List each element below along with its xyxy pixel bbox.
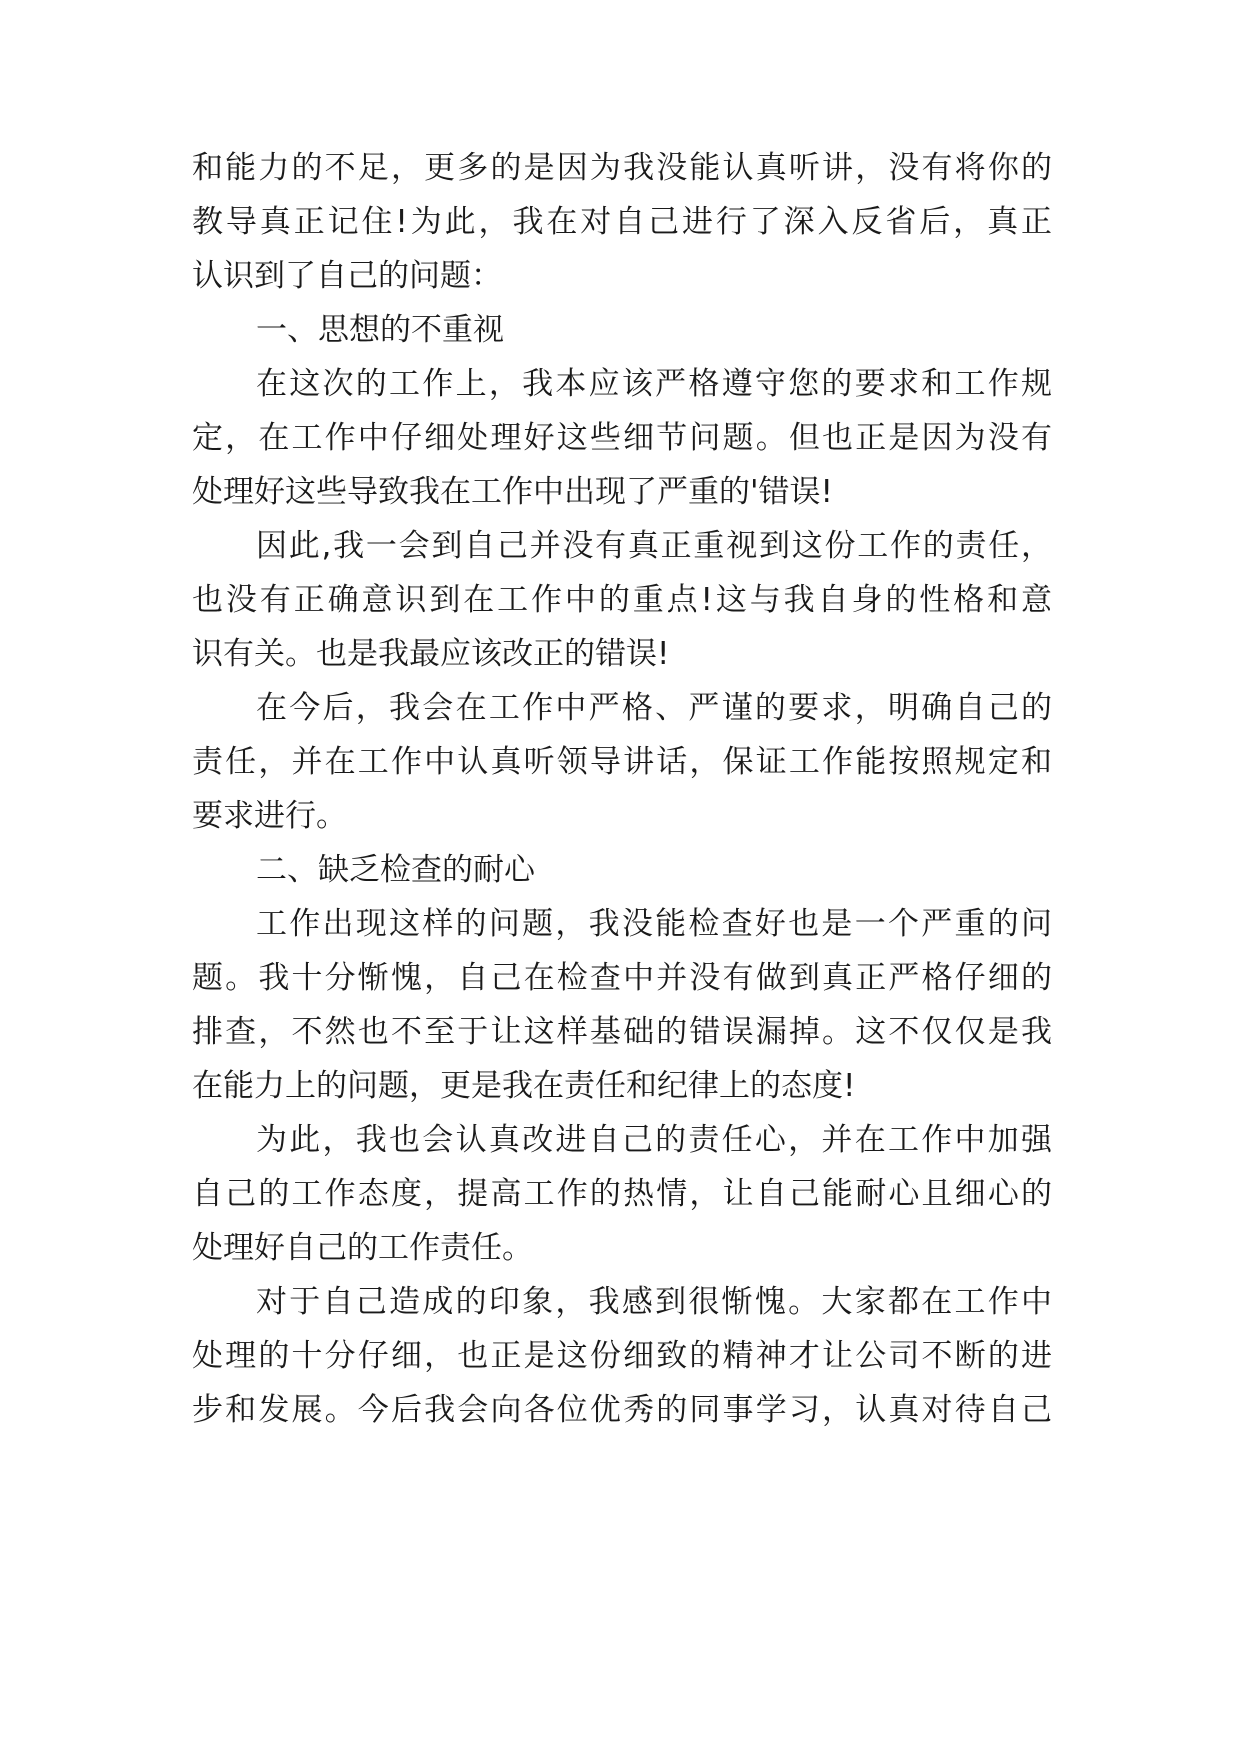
paragraph-line: 认识到了自己的问题： <box>192 258 502 294</box>
section-heading: 二、缺乏检查的耐心 <box>256 852 535 888</box>
paragraph-line: 步和发展。今后我会向各位优秀的同事学习，认真对待自己 <box>192 1392 1052 1428</box>
paragraph-line: 自己的工作态度，提高工作的热情，让自己能耐心且细心的 <box>192 1176 1052 1212</box>
section-heading: 一、思想的不重视 <box>256 312 504 348</box>
paragraph-line: 识有关。也是我最应该改正的错误! <box>192 636 670 672</box>
paragraph-line: 和能力的不足，更多的是因为我没能认真听讲，没有将你的 <box>192 150 1052 186</box>
paragraph-line: 处理的十分仔细，也正是这份细致的精神才让公司不断的进 <box>192 1338 1052 1374</box>
paragraph-line: 处理好自己的工作责任。 <box>192 1230 533 1266</box>
paragraph-line: 因此,我一会到自己并没有真正重视到这份工作的责任， <box>256 528 1052 564</box>
paragraph-line: 定，在工作中仔细处理好这些细节问题。但也正是因为没有 <box>192 420 1052 456</box>
paragraph-line: 在今后，我会在工作中严格、严谨的要求，明确自己的 <box>256 690 1052 726</box>
paragraph-line: 题。我十分惭愧，自己在检查中并没有做到真正严格仔细的 <box>192 960 1052 996</box>
paragraph-line: 教导真正记住!为此，我在对自己进行了深入反省后，真正 <box>192 204 1052 240</box>
paragraph-line: 为此，我也会认真改进自己的责任心，并在工作中加强 <box>256 1122 1052 1158</box>
paragraph-line: 在这次的工作上，我本应该严格遵守您的要求和工作规 <box>256 366 1052 402</box>
paragraph-line: 责任，并在工作中认真听领导讲话，保证工作能按照规定和 <box>192 744 1052 780</box>
paragraph-line: 工作出现这样的问题，我没能检查好也是一个严重的问 <box>256 906 1052 942</box>
paragraph-line: 也没有正确意识到在工作中的重点!这与我自身的性格和意 <box>192 582 1052 618</box>
paragraph-line: 要求进行。 <box>192 798 347 834</box>
paragraph-line: 处理好这些导致我在工作中出现了严重的'错误! <box>192 474 833 510</box>
paragraph-line: 排查，不然也不至于让这样基础的错误漏掉。这不仅仅是我 <box>192 1014 1052 1050</box>
paragraph-line: 在能力上的问题，更是我在责任和纪律上的态度! <box>192 1068 856 1104</box>
paragraph-line: 对于自己造成的印象，我感到很惭愧。大家都在工作中 <box>256 1284 1052 1320</box>
